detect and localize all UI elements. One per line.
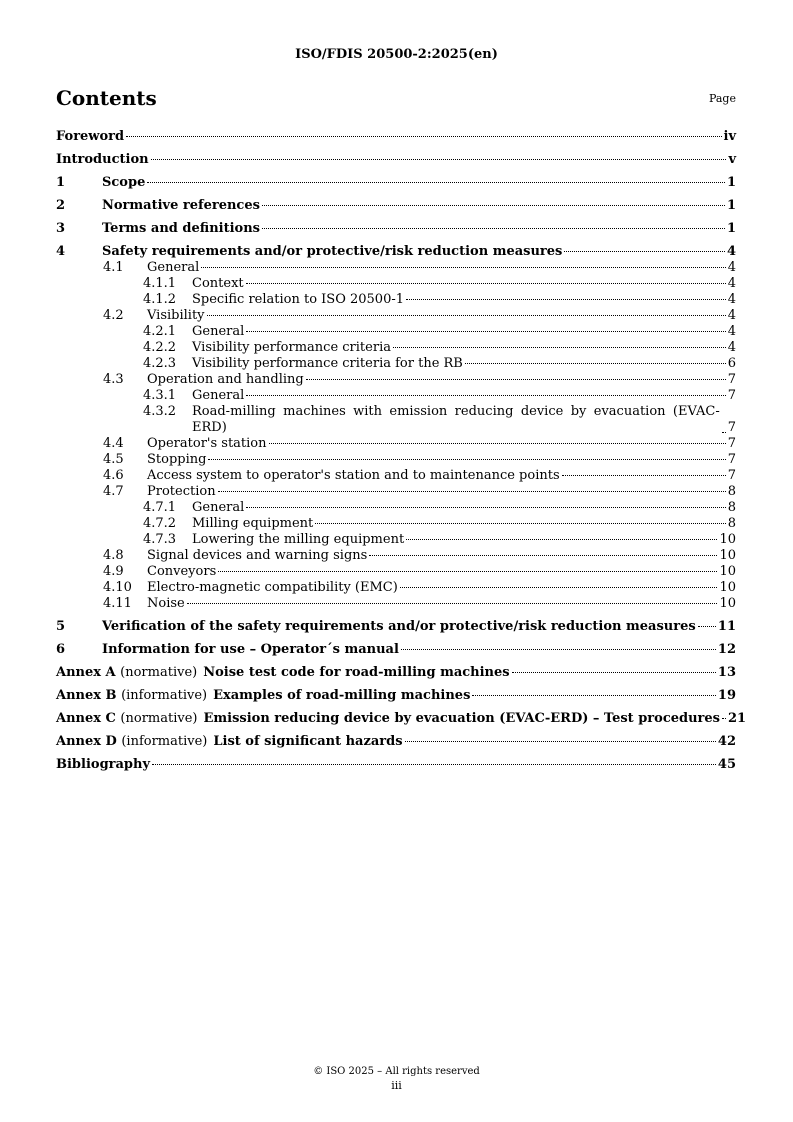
- page-column-label: Page: [708, 92, 736, 105]
- toc-title: Stopping: [147, 452, 207, 467]
- annex-type: (informative): [121, 688, 208, 703]
- toc-number: 4.2: [103, 308, 124, 323]
- toc-entry-4-3-2[interactable]: [56, 404, 736, 436]
- toc-page: 10: [719, 564, 736, 579]
- toc-title: Operator's station: [147, 436, 267, 451]
- toc-title: Access system to operator's station and to maintenance points: [147, 468, 560, 483]
- toc-entry-scope[interactable]: [56, 175, 736, 191]
- toc-entry-4-8[interactable]: [56, 548, 736, 564]
- toc-number: 1: [56, 175, 66, 190]
- toc-page: 1: [726, 175, 736, 190]
- toc-title: Context: [192, 276, 244, 291]
- toc-entry-annex-a[interactable]: [56, 665, 736, 681]
- toc-entry-4-5[interactable]: [56, 452, 736, 468]
- dot-leader: [369, 555, 717, 556]
- toc-page: 8: [727, 500, 736, 515]
- toc-number: 4.2.2: [143, 340, 177, 355]
- dot-leader: [406, 539, 717, 540]
- toc-title: Bibliography: [56, 757, 151, 772]
- toc-entry-4-9[interactable]: [56, 564, 736, 580]
- toc-page: 4: [726, 244, 736, 259]
- toc-number: 6: [56, 642, 66, 657]
- toc-page: 7: [727, 468, 736, 483]
- toc-title: Verification of the safety requirements and/or protective/risk reduction measures: [102, 619, 696, 634]
- annex-type: (normative): [120, 711, 198, 726]
- toc-entry-annex-b[interactable]: [56, 688, 736, 704]
- annex-label: Annex B: [56, 688, 117, 703]
- toc-entry-4-2-2[interactable]: [56, 340, 736, 356]
- toc-entry-foreword[interactable]: [56, 129, 736, 145]
- dot-leader: [246, 395, 725, 396]
- toc-number: 4.3: [103, 372, 124, 387]
- toc-page: 19: [717, 688, 736, 703]
- dot-leader: [562, 475, 726, 476]
- annex-label: Annex A: [56, 665, 116, 680]
- dot-leader: [207, 315, 726, 316]
- dot-leader: [564, 251, 725, 252]
- dot-leader: [246, 331, 725, 332]
- dot-leader: [147, 182, 725, 183]
- toc-title: Safety requirements and/or protective/risk reduction measures: [102, 244, 563, 259]
- dot-leader: [465, 363, 726, 364]
- toc-page: 10: [719, 532, 736, 547]
- toc-number: 4.3.1: [143, 388, 177, 403]
- toc-title: [56, 665, 510, 681]
- toc-entry-4-11[interactable]: [56, 596, 736, 612]
- toc-title: Scope: [102, 175, 146, 190]
- annex-title: Noise test code for road-milling machines: [203, 665, 510, 680]
- table-of-contents: [56, 129, 747, 773]
- dot-leader: [472, 695, 716, 696]
- toc-number: 4.1.2: [143, 292, 177, 307]
- toc-page: 8: [727, 516, 736, 531]
- toc-title: Visibility: [147, 308, 205, 323]
- toc-number: 4.2.1: [143, 324, 177, 339]
- dot-leader: [262, 205, 725, 206]
- toc-page: iv: [723, 129, 736, 144]
- toc-number: 4.7.2: [143, 516, 177, 531]
- toc-number: 5: [56, 619, 66, 634]
- toc-title: Information for use – Operator´s manual: [102, 642, 399, 657]
- toc-title: General: [192, 388, 245, 403]
- toc-title: [56, 734, 403, 750]
- toc-number: 4.8: [103, 548, 124, 563]
- page-footer: [0, 1066, 793, 1092]
- dot-leader: [246, 283, 726, 284]
- toc-title: Protection: [147, 484, 216, 499]
- toc-page: 6: [727, 356, 736, 371]
- toc-entry-4-10[interactable]: [56, 580, 736, 596]
- toc-entry-4-7-2[interactable]: [56, 516, 736, 532]
- toc-entry-4-3-1[interactable]: [56, 388, 736, 404]
- toc-page: 4: [727, 308, 736, 323]
- dot-leader: [401, 649, 716, 650]
- toc-page: 8: [727, 484, 736, 499]
- toc-title: Lowering the milling equipment: [192, 532, 405, 547]
- contents-heading: Contents: [56, 86, 157, 110]
- toc-number: 4: [56, 244, 66, 259]
- toc-page: 1: [726, 221, 736, 236]
- toc-entry-4-7-3[interactable]: [56, 532, 736, 548]
- dot-leader: [126, 136, 721, 137]
- toc-title: General: [192, 324, 245, 339]
- dot-leader: [269, 443, 726, 444]
- annex-label: Annex D: [56, 734, 117, 749]
- toc-page: 42: [717, 734, 736, 749]
- dot-leader: [152, 764, 716, 765]
- toc-number: 4.11: [103, 596, 132, 611]
- toc-entry-4-2-1[interactable]: [56, 324, 736, 340]
- toc-page: 4: [727, 324, 736, 339]
- toc-title: Road-milling machines with emission reducing device by evacuation (EVAC-ERD): [192, 404, 720, 435]
- dot-leader: [262, 228, 725, 229]
- toc-number: 4.7.1: [143, 500, 177, 515]
- toc-entry-4-1-1[interactable]: [56, 276, 736, 292]
- toc-entry-4-7[interactable]: [56, 484, 736, 500]
- toc-number: 4.9: [103, 564, 124, 579]
- dot-leader: [246, 507, 725, 508]
- toc-title: Milling equipment: [192, 516, 314, 531]
- toc-title: General: [147, 260, 200, 275]
- annex-type: (normative): [120, 665, 198, 680]
- toc-page: 4: [727, 276, 736, 291]
- toc-title: Signal devices and warning signs: [147, 548, 368, 563]
- toc-title: [56, 711, 720, 727]
- toc-entry-4-6[interactable]: [56, 468, 736, 484]
- toc-entry-4-1[interactable]: [56, 260, 736, 276]
- dot-leader: [512, 672, 716, 673]
- toc-page: 7: [727, 436, 736, 451]
- toc-number: 4.7.3: [143, 532, 177, 547]
- toc-entry-normative-references[interactable]: [56, 198, 736, 214]
- toc-number: 4.7: [103, 484, 124, 499]
- toc-page: 13: [717, 665, 736, 680]
- toc-title: General: [192, 500, 245, 515]
- toc-page: 21: [728, 711, 747, 726]
- toc-title: Operation and handling: [147, 372, 304, 387]
- toc-title: Visibility performance criteria: [192, 340, 391, 355]
- toc-entry-bibliography[interactable]: [56, 757, 736, 773]
- toc-page: v: [728, 152, 736, 167]
- toc-page: 11: [717, 619, 736, 634]
- dot-leader: [393, 347, 726, 348]
- toc-title: Introduction: [56, 152, 149, 167]
- dot-leader: [315, 523, 725, 524]
- toc-page: 7: [727, 388, 736, 403]
- toc-entry-verification[interactable]: [56, 619, 736, 635]
- dot-leader: [722, 718, 726, 719]
- toc-entry-4-2-3[interactable]: [56, 356, 736, 372]
- annex-title: Examples of road-milling machines: [213, 688, 471, 703]
- toc-number: 4.5: [103, 452, 124, 467]
- document-header: ISO/FDIS 20500-2:2025(en): [295, 47, 498, 62]
- toc-page: 4: [727, 340, 736, 355]
- dot-leader: [151, 159, 727, 160]
- toc-entry-annex-c[interactable]: [56, 711, 747, 727]
- toc-entry-4-2[interactable]: [56, 308, 736, 324]
- toc-number: 4.4: [103, 436, 124, 451]
- toc-entry-terms-definitions[interactable]: [56, 221, 736, 237]
- toc-entry-4-3[interactable]: [56, 372, 736, 388]
- toc-title: Visibility performance criteria for the RB: [192, 356, 463, 371]
- toc-number: 4.1.1: [143, 276, 177, 291]
- toc-page: 4: [727, 260, 736, 275]
- annex-title: List of significant hazards: [213, 734, 403, 749]
- toc-page: 10: [719, 580, 736, 595]
- toc-number: 2: [56, 198, 66, 213]
- dot-leader: [406, 299, 726, 300]
- copyright-notice: © ISO 2025 – All rights reserved: [313, 1066, 480, 1077]
- toc-number: 4.2.3: [143, 356, 177, 371]
- toc-entry-annex-d[interactable]: [56, 734, 736, 750]
- toc-entry-information-for-use[interactable]: [56, 642, 736, 658]
- dot-leader: [201, 267, 725, 268]
- dot-leader: [405, 741, 716, 742]
- toc-entry-4-4[interactable]: [56, 436, 736, 452]
- annex-title: Emission reducing device by evacuation (EVAC-ERD) – Test procedures: [203, 711, 720, 726]
- annex-label: Annex C: [56, 711, 116, 726]
- toc-page: 7: [727, 372, 736, 387]
- toc-entry-introduction[interactable]: [56, 152, 736, 168]
- page-number: iii: [391, 1079, 402, 1092]
- toc-page: 45: [717, 757, 736, 772]
- toc-number: 4.3.2: [143, 404, 177, 419]
- toc-title: Terms and definitions: [102, 221, 260, 236]
- toc-title: Foreword: [56, 129, 125, 144]
- toc-page: 1: [726, 198, 736, 213]
- dot-leader: [187, 603, 718, 604]
- toc-title: Conveyors: [147, 564, 217, 579]
- toc-entry-4-1-2[interactable]: [56, 292, 736, 308]
- toc-page: 12: [717, 642, 736, 657]
- dot-leader: [306, 379, 726, 380]
- toc-page: 4: [727, 292, 736, 307]
- dot-leader: [722, 432, 726, 433]
- dot-leader: [400, 587, 718, 588]
- dot-leader: [218, 571, 717, 572]
- toc-title: Specific relation to ISO 20500-1: [192, 292, 405, 307]
- annex-type: (informative): [121, 734, 208, 749]
- toc-title: Normative references: [102, 198, 260, 213]
- toc-entry-4-7-1[interactable]: [56, 500, 736, 516]
- toc-title: Noise: [147, 596, 185, 611]
- toc-number: 4.10: [103, 580, 132, 595]
- toc-page: 10: [719, 548, 736, 563]
- toc-number: 4.1: [103, 260, 124, 275]
- dot-leader: [208, 459, 725, 460]
- toc-number: 3: [56, 221, 66, 236]
- dot-leader: [218, 491, 726, 492]
- toc-page: 7: [727, 420, 736, 435]
- dot-leader: [698, 626, 716, 627]
- toc-page: 10: [719, 596, 736, 611]
- toc-title: Electro-magnetic compatibility (EMC): [147, 580, 398, 595]
- toc-number: 4.6: [103, 468, 124, 483]
- toc-title: [56, 688, 470, 704]
- toc-entry-safety-requirements[interactable]: [56, 244, 736, 260]
- toc-page: 7: [727, 452, 736, 467]
